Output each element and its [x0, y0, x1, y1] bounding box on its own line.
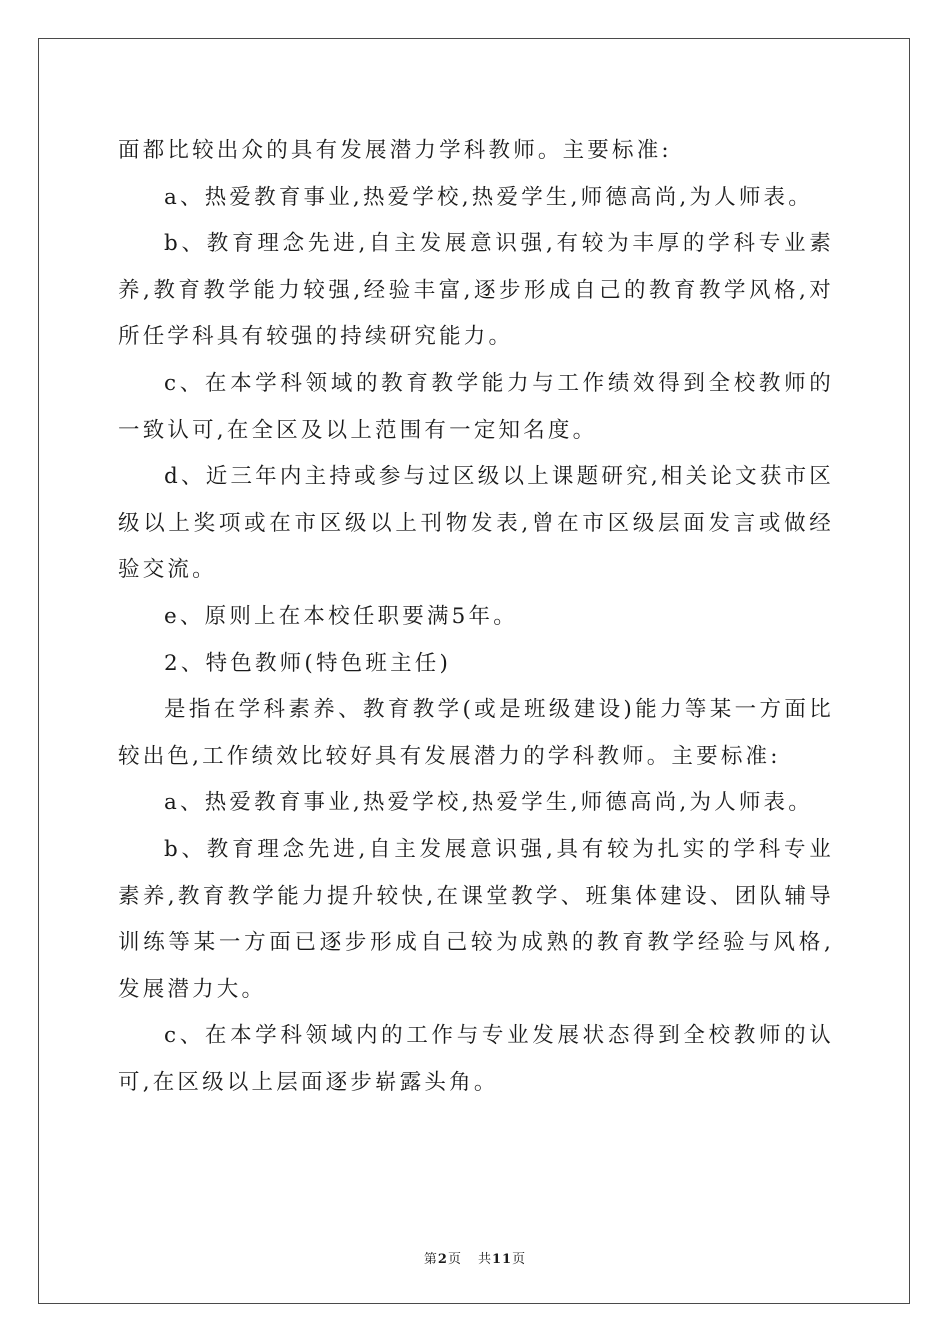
paragraph-8: 是指在学科素养、教育教学(或是班级建设)能力等某一方面比较出色,工作绩效比较好具有发展潜力的学科教师。主要标准: — [118, 697, 834, 769]
paragraph-1: 面都比较出众的具有发展潜力学科教师。主要标准: — [118, 138, 672, 163]
total-suffix: 页 — [512, 1252, 527, 1267]
paragraph-10: b、教育理念先进,自主发展意识强,具有较为扎实的学科专业素养,教育教学能力提升较快,在课堂教学、班集体建设、团队辅导训练等某一方面已逐步形成自己较为成熟的教育教学经验与风格,发展潜力大。 — [118, 836, 834, 1002]
paragraph-6: e、原则上在本校任职要满5年。 — [164, 603, 518, 629]
paragraph-11: c、在本学科领域内的工作与专业发展状态得到全校教师的认可,在区级以上层面逐步崭露头角。 — [118, 1023, 834, 1095]
paragraph-4: c、在本学科领域的教育教学能力与工作绩效得到全校教师的一致认可,在全区及以上范围有一定知名度。 — [118, 370, 834, 443]
total-pages: 11 — [491, 1252, 513, 1267]
document-body — [118, 128, 834, 1106]
page-prefix: 第 — [423, 1252, 438, 1267]
paragraph-5: d、近三年内主持或参与过区级以上课题研究,相关论文获市区级以上奖项或在市区级以上刊物发表,曾在市区级层面发言或做经验交流。 — [118, 464, 834, 583]
paragraph-3: b、教育理念先进,自主发展意识强,有较为丰厚的学科专业素养,教育教学能力较强,经验丰富,逐步形成自己的教育教学风格,对所任学科具有较强的持续研究能力。 — [118, 231, 834, 350]
section-heading: 2、特色教师(特色班主任) — [164, 650, 452, 676]
paragraph-2: a、热爱教育事业,热爱学校,热爱学生,师德高尚,为人师表。 — [164, 184, 813, 210]
page-suffix: 页 — [447, 1252, 462, 1267]
page-number: 2 — [437, 1252, 448, 1267]
page-footer — [0, 1248, 950, 1267]
total-prefix: 共 — [477, 1252, 492, 1267]
paragraph-9: a、热爱教育事业,热爱学校,热爱学生,师德高尚,为人师表。 — [164, 790, 813, 816]
